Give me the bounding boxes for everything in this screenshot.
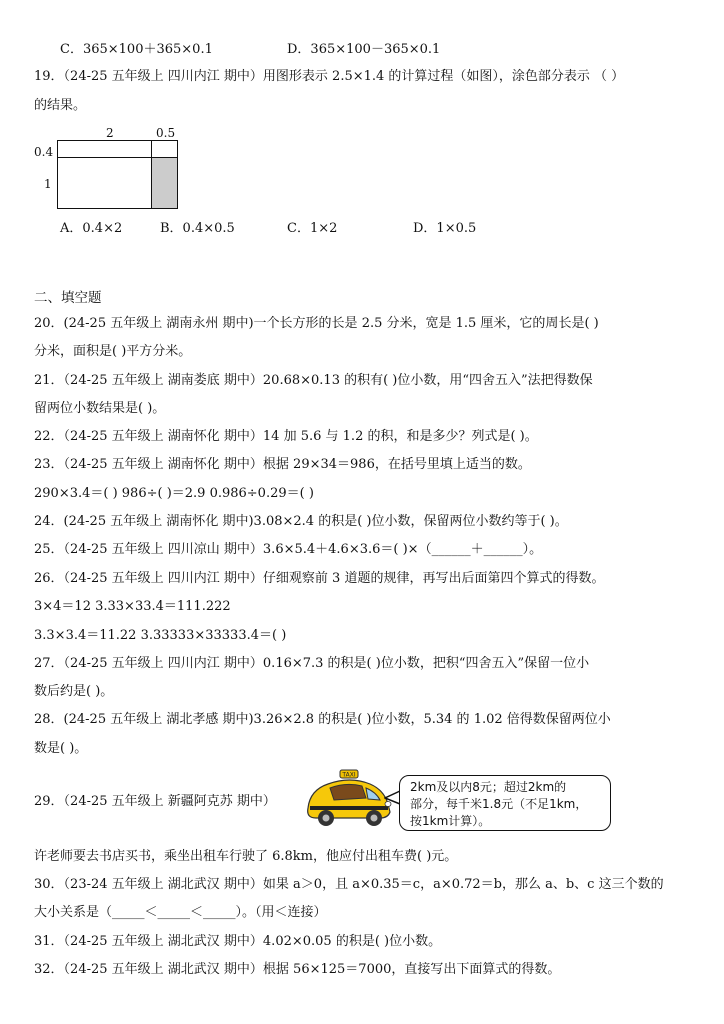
q26-line3: 3.3×3.4＝11.22 3.33333×33333.4＝( ) <box>34 628 287 643</box>
q27-line1: 27．（24-25 五年级上 四川内江 期中）0.16×7.3 的积是( )位小数，把积“四舍五入”保留一位小 <box>34 656 590 671</box>
q31-line: 31．（24-25 五年级上 湖北武汉 期中）4.02×0.05 的积是( )位小数。 <box>34 934 442 949</box>
q27-line2: 数后约是( )。 <box>34 684 114 699</box>
fig-label-2: 2 <box>106 126 114 140</box>
bubble-line3: 按1km计算）。 <box>410 814 491 828</box>
q29-line1: 29．（24-25 五年级上 新疆阿克苏 期中） <box>34 794 276 809</box>
q19-option-d: D．1×0.5 <box>413 221 477 236</box>
q23-line2: 290×3.4＝( ) 986÷( )＝2.9 0.986÷0.29＝( ) <box>34 486 314 501</box>
q20-line2: 分米，面积是( )平方分米。 <box>34 344 192 359</box>
q26-line2: 3×4＝12 3.33×33.4＝111.222 <box>34 599 231 614</box>
q19-option-b: B．0.4×0.5 <box>160 221 235 236</box>
q19-option-a: A．0.4×2 <box>60 221 123 236</box>
q19-line1: 19．（24-25 五年级上 四川内江 期中）用图形表示 2.5×1.4 的计算过程（如图），涂色部分表示 （ ） <box>34 69 625 84</box>
taxi-sign-text: TAXI <box>342 771 356 779</box>
q30-line2: 大小关系是（_____＜_____＜_____）。（用＜连接） <box>34 905 327 920</box>
fare-rule-bubble <box>399 775 611 831</box>
q28-line1: 28．(24-25 五年级上 湖北孝感 期中)3.26×2.8 的积是( )位小数，5.34 的 1.02 倍得数保留两位小 <box>34 712 611 727</box>
fig-label-1: 1 <box>44 177 52 191</box>
q24-line: 24．(24-25 五年级上 湖南怀化 期中)3.08×2.4 的积是( )位小数，保留两位小数约等于( )。 <box>34 514 568 529</box>
section-title: 二、填空题 <box>34 290 102 306</box>
q20-line1: 20．(24-25 五年级上 湖南永州 期中)一个长方形的长是 2.5 分米，宽是 1.5 厘米，它的周长是( ) <box>34 316 599 331</box>
q26-line1: 26．（24-25 五年级上 四川内江 期中）仔细观察前 3 道题的规律，再写出后面第四个算式的得数。 <box>34 571 605 586</box>
q21-line1: 21．（24-25 五年级上 湖南娄底 期中）20.68×0.13 的积有( )位小数，用“四舍五入”法把得数保 <box>34 373 593 388</box>
bubble-line1: 2km及以内8元；超过2km的 <box>410 780 567 794</box>
area-model-rectangle <box>57 140 178 209</box>
q25-line: 25．（24-25 五年级上 四川凉山 期中）3.6×5.4＋4.6×3.6＝( )×（______＋______）。 <box>34 542 543 557</box>
fig-label-0-5: 0.5 <box>156 126 176 140</box>
q21-line2: 留两位小数结果是( )。 <box>34 401 166 416</box>
q30-line1: 30．（23-24 五年级上 湖北武汉 期中）如果 a＞0，且 a×0.35＝c，a×0.72＝b，那么 a、b、c 这三个数的 <box>34 877 664 892</box>
q19-line2: 的结果。 <box>34 98 87 113</box>
fig-label-0-4: 0.4 <box>34 145 54 159</box>
q28-line2: 数是( )。 <box>34 741 88 756</box>
q23-line1: 23．（24-25 五年级上 湖南怀化 期中）根据 29×34＝986，在括号里填上适当的数。 <box>34 457 531 472</box>
taxi-icon <box>300 768 396 830</box>
q19-option-c: C．1×2 <box>287 221 338 236</box>
q29-line2: 许老师要去书店买书，乘坐出租车行驶了 6.8km，他应付出租车费( )元。 <box>34 849 458 864</box>
q18-option-d: D．365×100－365×0.1 <box>287 42 441 57</box>
shaded-region <box>152 158 178 209</box>
q32-line: 32．（24-25 五年级上 湖北武汉 期中）根据 56×125＝7000，直接写出下面算式的得数。 <box>34 962 561 977</box>
q22-line: 22．（24-25 五年级上 湖南怀化 期中）14 加 5.6 与 1.2 的积，和是多少？列式是( )。 <box>34 429 538 444</box>
q18-option-c: C．365×100＋365×0.1 <box>60 42 213 57</box>
bubble-line2: 部分，每千米1.8元（不足1km， <box>410 797 588 811</box>
